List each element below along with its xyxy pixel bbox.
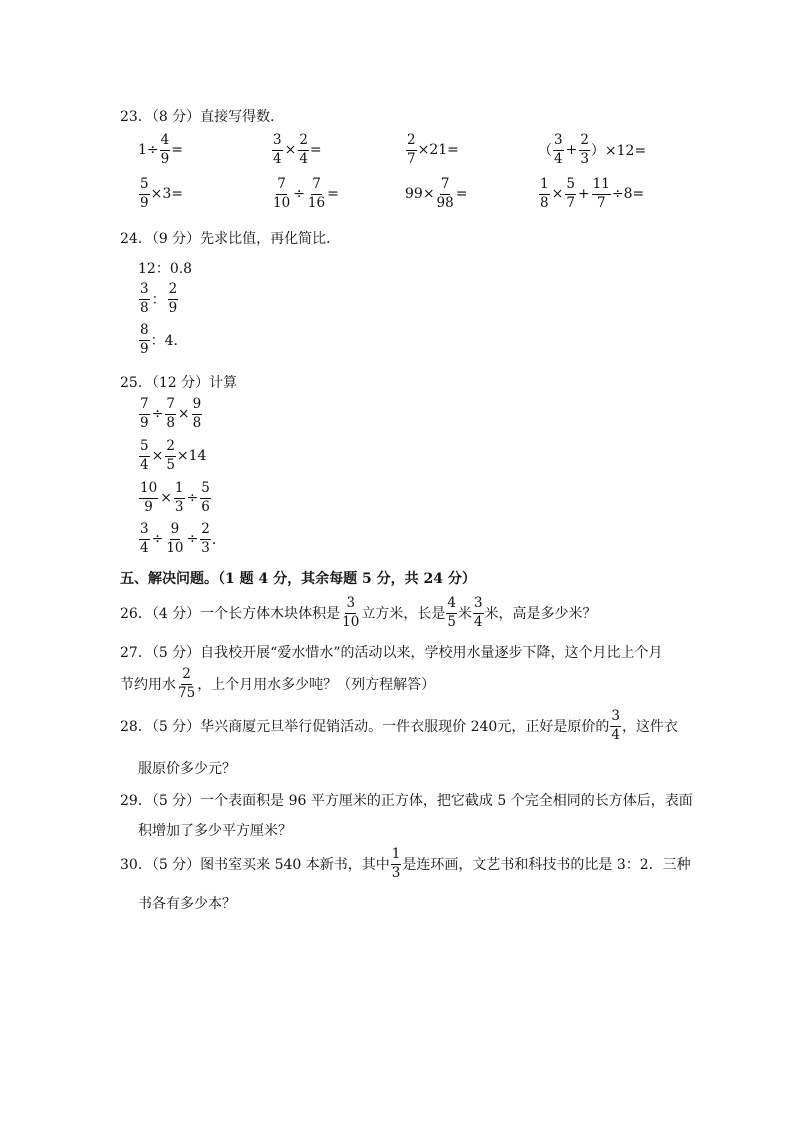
q25-heading: 25．（12 分）计算 [120,375,238,391]
fraction: $\frac{11}{7}$ [592,176,610,211]
fraction: $\frac{7}{98}$ [436,176,454,211]
fraction: $\frac{3}{10}$ [342,595,360,630]
fraction: $\frac{8}{9}$ [140,322,149,357]
fraction: $\frac{7}{16}$ [307,176,326,211]
fraction: $\frac{3}{4}$ [611,708,620,743]
fraction: $\frac{5}{6}$ [201,480,210,515]
fraction: $\frac{2}{7}$ [407,132,416,167]
fraction: $\frac{3}{4}$ [273,132,282,167]
fraction: $\frac{3}{4}$ [140,521,149,556]
q24-line3: $\frac{8}{9}$ ：4． [140,322,188,357]
fraction: $\frac{2}{4}$ [299,132,308,167]
fraction: $\frac{10}{9}$ [140,480,158,515]
q28-line1: 28．（5 分）华兴商厦元旦举行促销活动。一件衣服现价 240元，正好是原价的 $\frac{3}{4}$ ，这件衣 [120,708,678,743]
fraction: $\frac{2}{5}$ [166,438,175,473]
q23-heading: 23．（8 分）直接写得数． [120,109,285,125]
q23-r1-b: $\frac{3}{4}$ × $\frac{2}{4}$ = [273,132,322,167]
q24-line1: 12：0.8 [138,261,193,277]
fraction: $\frac{1}{3}$ [174,480,184,515]
q23-r1-d: （ $\frac{3}{4}$ + $\frac{2}{3}$ ）×12= [538,132,647,167]
fraction: $\frac{2}{3}$ [580,132,589,167]
q27-line2: 节约用水 $\frac{2}{75}$ ，上个月用水多少吨？（列方程解答） [120,666,436,701]
q23-r2-a: $\frac{5}{9}$ ×3= [140,176,183,211]
q27-line1: 27．（5 分）自我校开展“爱水惜水”的活动以来，学校用水量逐步下降，这个月比上个月 [120,645,663,661]
q24-line2: $\frac{3}{8}$ ： $\frac{2}{9}$ [140,281,178,316]
q23-r1-c: $\frac{2}{7}$ ×21= [407,132,459,167]
q30-line2: 书各有多少本？ [138,896,236,912]
q25-line3: $\frac{10}{9}$ × $\frac{1}{3}$ ÷ $\frac{5}{6}$ [140,480,210,515]
fraction: $\frac{4}{9}$ [160,132,170,167]
fraction: $\frac{9}{8}$ [192,396,202,431]
fraction: $\frac{1}{8}$ [540,176,549,211]
fraction: $\frac{7}{10}$ [273,176,291,211]
q23-r2-d: $\frac{1}{8}$ × $\frac{5}{7}$ + $\frac{11}{7}$ ÷8= [540,176,645,211]
q29-line2: 积增加了多少平方厘米？ [138,823,292,839]
fraction: $\frac{9}{10}$ [166,521,184,556]
fraction: $\frac{5}{7}$ [566,176,575,211]
fraction: $\frac{5}{4}$ [140,438,149,473]
fraction: $\frac{1}{3}$ [391,846,401,881]
q25-line2: $\frac{5}{4}$ × $\frac{2}{5}$ ×14 [140,438,207,473]
q25-line1: $\frac{7}{9}$ ÷ $\frac{7}{8}$ × $\frac{9}{8}$ [140,396,202,431]
q23-r2-c: 99× $\frac{7}{98}$ = [405,176,468,211]
fraction: $\frac{7}{9}$ [140,396,149,431]
q25-line4: $\frac{3}{4}$ ÷ $\frac{9}{10}$ ÷ $\frac{2}{3}$ ． [140,521,226,556]
q23-r1-a: 1÷ $\frac{4}{9}$ = [138,132,183,167]
q28-line2: 服原价多少元？ [138,761,236,777]
section5-heading: 五、解决问题。（1 题 4 分，其余每题 5 分，共 24 分） [120,571,476,587]
q24-heading: 24．（9 分）先求比值，再化简比． [120,231,341,247]
q23-r2-b: $\frac{7}{10}$ ÷ $\frac{7}{16}$ = [273,176,339,211]
fraction: $\frac{7}{8}$ [166,396,175,431]
fraction: $\frac{3}{4}$ [554,132,563,167]
q26: 26．（4 分）一个长方体木块体积是 $\frac{3}{10}$ 立方米，长是 $\frac{4}{5}$ 米 $\frac{3}{4}$ 米，高是多少米？ [120,595,597,630]
fraction: $\frac{3}{4}$ [473,595,483,630]
fraction: $\frac{2}{9}$ [168,281,178,316]
q29-line1: 29．（5 分）一个表面积是 96 平方厘米的正方体，把它截成 5 个完全相同的长方体后，表面 [120,793,693,809]
fraction: $\frac{4}{5}$ [447,595,456,630]
fraction: $\frac{2}{3}$ [201,521,210,556]
fraction: $\frac{2}{75}$ [178,666,196,701]
q30-line1: 30．（5 分）图书室买来 540 本新书，其中 $\frac{1}{3}$ 是连环画，文艺书和科技书的比是 3：2．三种 [120,846,691,881]
fraction: $\frac{5}{9}$ [140,176,149,211]
fraction: $\frac{3}{8}$ [140,281,149,316]
